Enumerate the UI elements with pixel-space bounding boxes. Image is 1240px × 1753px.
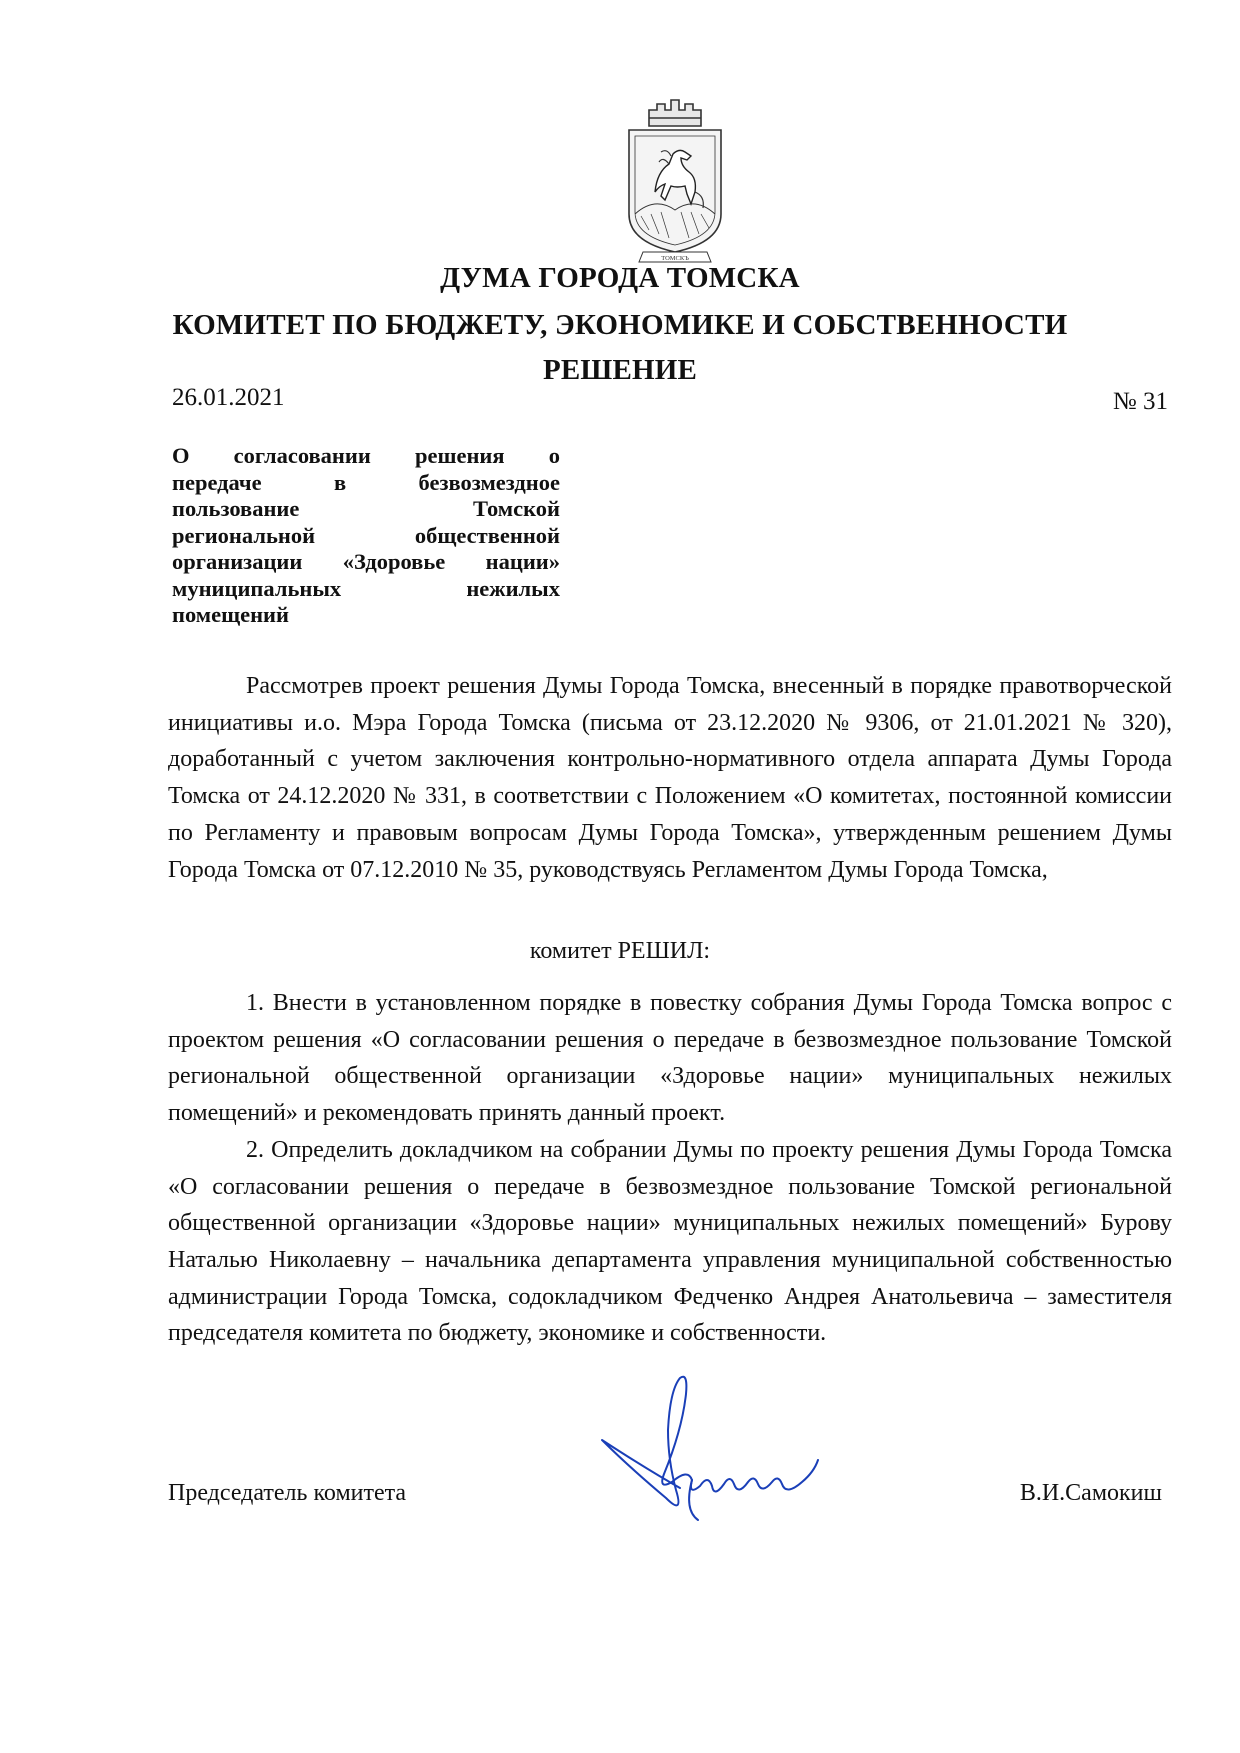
subject-line: пользование Томской xyxy=(172,496,560,521)
preamble xyxy=(168,668,1172,888)
preamble-paragraph: Рассмотрев проект решения Думы Города Томска, внесенный в порядке правотворческой инициативы и.о. Мэра Города Томска (письма от 23.12.2020 № 9306, от 21.01.2021 № 320), доработанный с учетом заключения контрольно-нормативного отдела аппарата Думы Города Томска от 24.12.2020 № 331, в соответствии с Положением «О комитетах, постоянной комиссии по Регламенту и правовым вопросам Думы Города Томска», утвержденным решением Думы Города Томска от 07.12.2010 № 35, руководствуясь Регламентом Думы Города Томска, xyxy=(168,673,1172,883)
subject-block xyxy=(172,443,560,629)
document-number: № 31 xyxy=(1112,388,1168,415)
decision-items xyxy=(168,985,1172,1352)
subject-line: муниципальных нежилых xyxy=(172,575,560,601)
committee-title: КОМИТЕТ ПО БЮДЖЕТУ, ЭКОНОМИКЕ И СОБСТВЕННОСТИ xyxy=(172,309,1068,341)
handwritten-signature-icon xyxy=(588,1370,828,1530)
signatory-name: В.И.Самокиш xyxy=(1019,1480,1162,1506)
subject-line: организации «Здоровье нации» xyxy=(172,549,560,574)
decision-item: 1. Внести в установленном порядке в повестку собрания Думы Города Томска вопрос с проектом решения «О согласовании решения о передаче в безвозмездное пользование Томской региональной общественной организации «Здоровье нации» муниципальных нежилых помещений» и рекомендовать принять данный проект. xyxy=(168,990,1172,1127)
subject-line: О согласовании решения о xyxy=(172,443,560,468)
tomsk-coat-of-arms-icon xyxy=(615,96,735,266)
subject-line: передаче в безвозмездное xyxy=(172,469,560,495)
emblem-motto: ТОМСКЪ xyxy=(661,255,689,262)
organization-title: ДУМА ГОРОДА ТОМСКА xyxy=(440,262,800,294)
subject-line: региональной общественной xyxy=(172,522,560,548)
subject-line: помещений xyxy=(172,602,289,627)
signatory-title: Председатель комитета xyxy=(168,1480,407,1506)
document-date: 26.01.2021 xyxy=(172,384,285,411)
decision-heading: комитет РЕШИЛ: xyxy=(529,938,711,964)
document-type: РЕШЕНИЕ xyxy=(542,354,698,386)
decision-item: 2. Определить докладчиком на собрании Думы по проекту решения Думы Города Томска «О согласовании решения о передаче в безвозмездное пользование Томской региональной общественной организации «Здоровье нации» муниципальных нежилых помещений» Бурову Наталью Николаевну – начальника департамента управления муниципальной собственностью администрации Города Томска, содокладчиком Федченко Андрея Анатольевича – заместителя председателя комитета по бюджету, экономике и собственности. xyxy=(168,1136,1172,1347)
